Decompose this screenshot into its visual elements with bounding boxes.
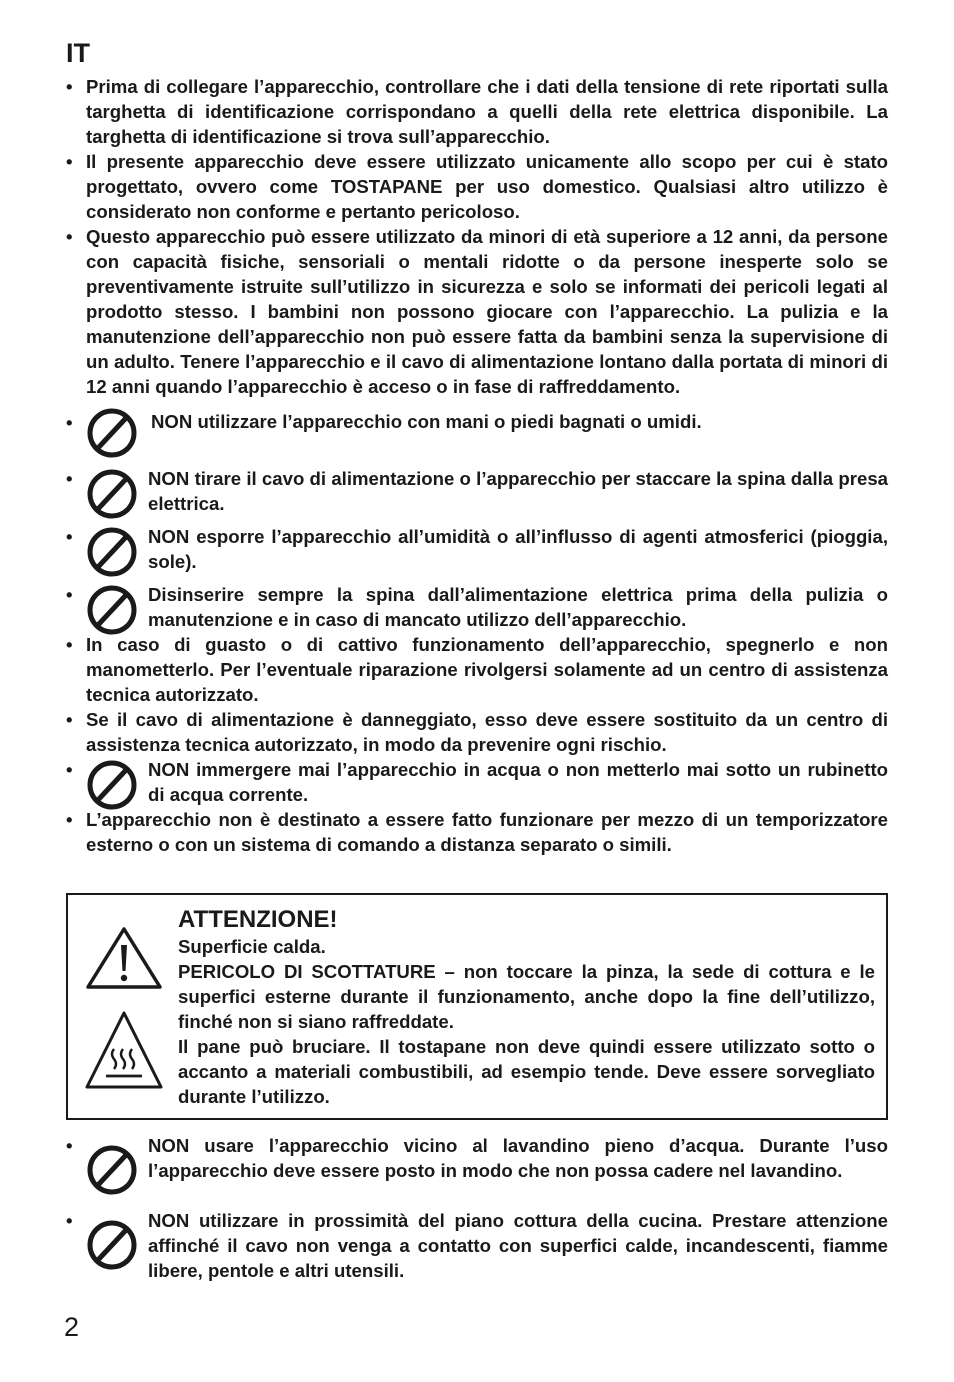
item-text: Disinserire sempre la spina dall’alimentazione elettrica prima della pulizia o manutenzione e in caso di mancato utilizzo dell’apparecchio. — [148, 584, 888, 630]
item-text: NON utilizzare l’apparecchio con mani o piedi bagnati o umidi. — [151, 411, 702, 432]
bullet: • — [66, 1210, 73, 1231]
item-text: Il presente apparecchio deve essere utilizzato unicamente allo scopo per cui è stato progettato, ovvero come TOSTAPANE per uso domestico. Qualsiasi altro utilizzo è considerato non conforme e pertanto pericoloso. — [86, 151, 888, 222]
bullet: • — [66, 634, 73, 655]
bullet: • — [66, 226, 73, 247]
item-text: In caso di guasto o di cattivo funzionamento dell’apparecchio, spegnerlo e non manometterlo. Per l’eventuale riparazione rivolgersi solamente ad un centro di assistenza tecnica autorizzato. — [86, 634, 888, 705]
item-text: NON tirare il cavo di alimentazione o l’apparecchio per staccare la spina dalla presa elettrica. — [148, 468, 888, 514]
warning-paragraph: PERICOLO DI SCOTTATURE – non toccare la pinza, la sede di cottura e le superfici esterne durante il funzionamento, anche dopo la fine dell’utilizzo, finché non si siano raffreddate. — [178, 961, 875, 1032]
list-item — [66, 407, 888, 455]
bullet: • — [66, 584, 73, 605]
warning-text — [178, 934, 875, 1109]
list-item — [66, 632, 888, 707]
bullet: • — [66, 1135, 73, 1156]
item-text: NON usare l’apparecchio vicino al lavandino pieno d’acqua. Durante l’uso l’apparecchio deve essere posto in modo che non possa cadere nel lavandino. — [148, 1135, 888, 1181]
bullet: • — [66, 809, 73, 830]
item-text: NON esporre l’apparecchio all’umidità o all’influsso di agenti atmosferici (pioggia, sole). — [148, 526, 888, 572]
item-text: NON immergere mai l’apparecchio in acqua o non metterlo mai sotto un rubinetto di acqua corrente. — [148, 759, 888, 805]
safety-instructions-list — [66, 74, 888, 857]
item-text: Se il cavo di alimentazione è danneggiato, esso deve essere sostituito da un centro di assistenza tecnica autorizzato, in modo da prevenire ogni rischio. — [86, 709, 888, 755]
bullet: • — [66, 709, 73, 730]
list-item — [66, 1133, 888, 1208]
prohibition-icon — [86, 526, 138, 578]
list-item — [66, 582, 888, 632]
list-item — [66, 757, 888, 807]
list-item — [66, 707, 888, 757]
bullet: • — [66, 759, 73, 780]
list-item — [66, 1208, 888, 1283]
bullet: • — [66, 151, 73, 172]
bullet: • — [66, 76, 73, 97]
list-item — [66, 807, 888, 857]
list-item — [66, 74, 888, 149]
warning-subtitle: Superficie calda. — [178, 936, 326, 957]
item-text: NON utilizzare in prossimità del piano cottura della cucina. Prestare attenzione affinché il cavo non venga a contatto con superfici calde, incandescenti, fiamme libere, pentole e altri utensili. — [148, 1210, 888, 1281]
prohibition-icon — [86, 759, 138, 811]
language-code: IT — [66, 38, 90, 68]
prohibition-icon — [86, 1219, 138, 1271]
prohibition-icon — [86, 468, 138, 520]
list-item — [66, 224, 888, 399]
warning-paragraph: Il pane può bruciare. Il tostapane non deve quindi essere utilizzato sotto o accanto a materiali combustibili, ad esempio tende. Deve essere sorvegliato durante l’utilizzo. — [178, 1036, 875, 1107]
item-text: Questo apparecchio può essere utilizzato da minori di età superiore a 12 anni, da persone con capacità fisiche, sensoriali o mentali ridotte o da persone inesperte solo se preventivamente istruite sull’utilizzo in sicurezza e solo se informati dei pericoli legati al prodotto stesso. I bambini non possono giocare con l’apparecchio. La pulizia e la manutenzione dell’apparecchio non può essere fatta da bambini senza la supervisione di un adulto. Tenere l’apparecchio e il cavo di alimentazione lontano dalla portata di minori di 12 anni quando l’apparecchio è acceso o in fase di raffreddamento. — [86, 226, 888, 397]
page-number: 2 — [64, 1312, 80, 1342]
hot-surface-icon — [84, 1009, 164, 1091]
list-item — [66, 524, 888, 574]
list-item — [66, 149, 888, 224]
bullet: • — [66, 526, 73, 547]
prohibition-icon — [86, 407, 138, 459]
additional-instructions-list — [66, 1133, 888, 1283]
warning-triangle-icon — [84, 925, 164, 991]
item-text: L’apparecchio non è destinato a essere fatto funzionare per mezzo di un temporizzatore esterno o con un sistema di comando a distanza separato o simili. — [86, 809, 888, 855]
warning-box — [66, 893, 888, 1120]
item-text: Prima di collegare l’apparecchio, controllare che i dati della tensione di rete riportati sulla targhetta di identificazione corrispondano a quelli della rete elettrica disponibile. La targhetta di identificazione si trova sull’apparecchio. — [86, 76, 888, 147]
warning-title: ATTENZIONE! — [178, 906, 338, 933]
bullet: • — [66, 412, 73, 433]
prohibition-icon — [86, 584, 138, 636]
prohibition-icon — [86, 1144, 138, 1196]
list-item — [66, 466, 888, 516]
bullet: • — [66, 468, 73, 489]
